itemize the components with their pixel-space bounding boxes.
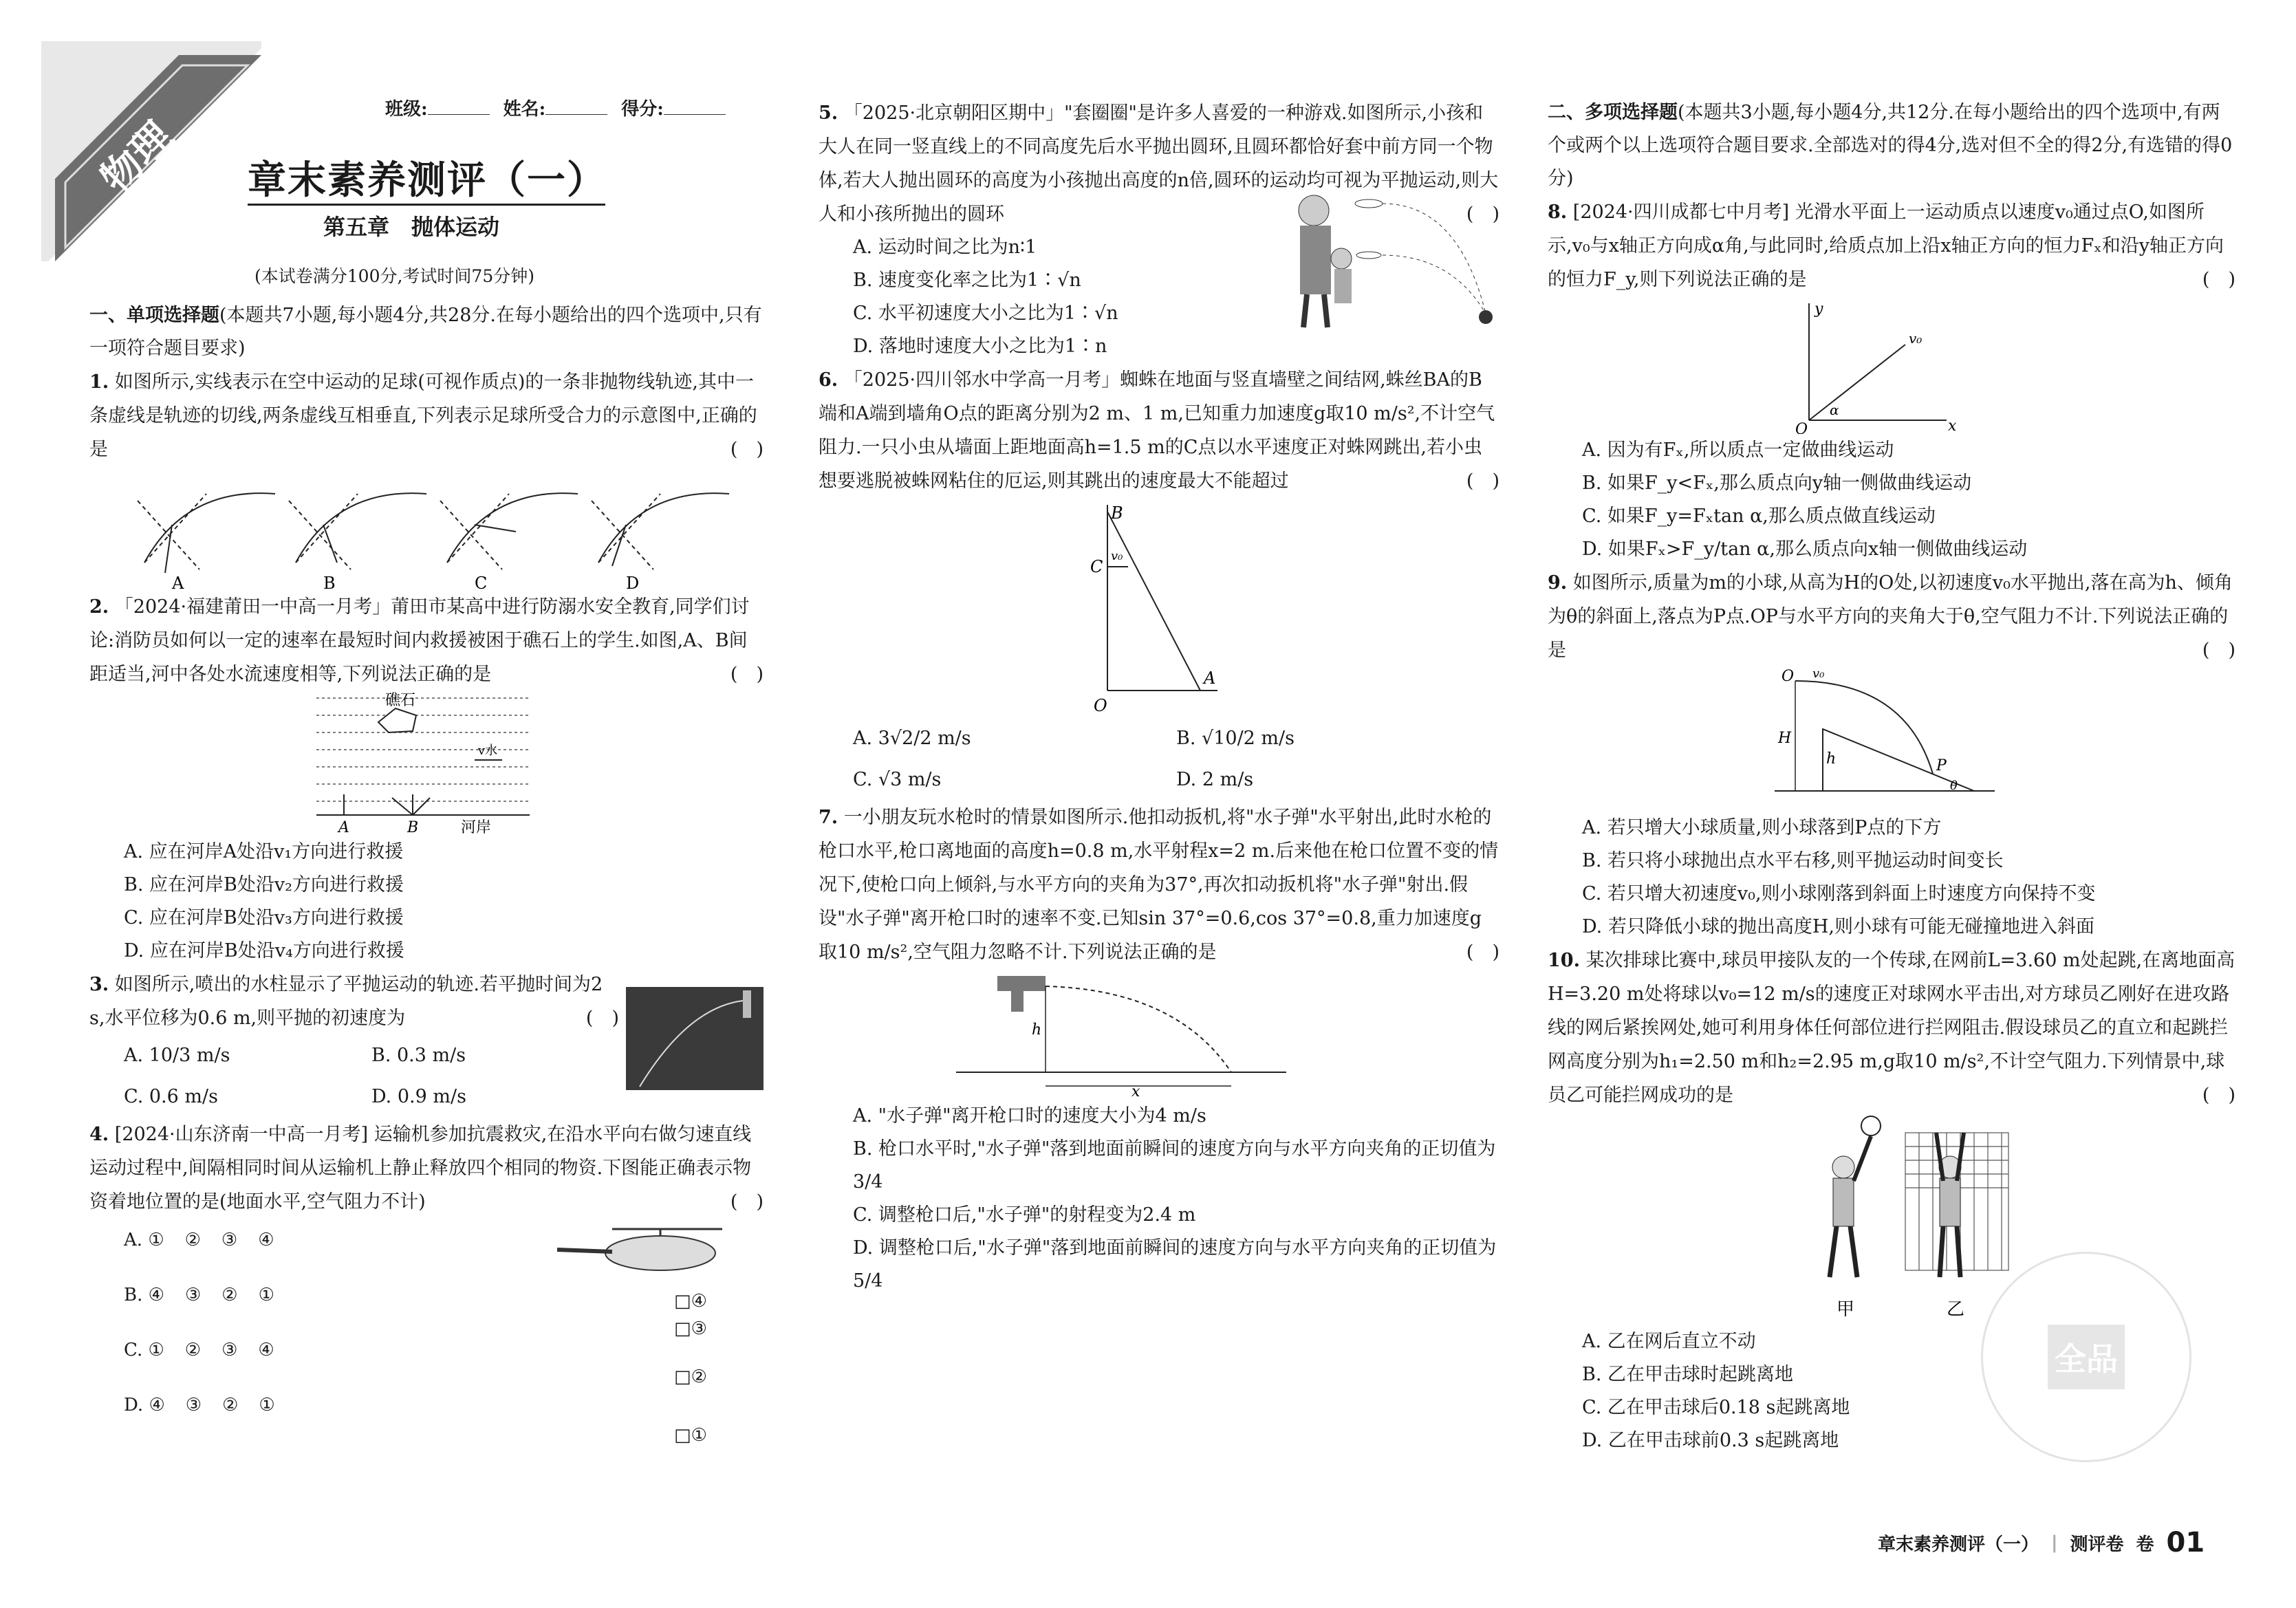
q1-figure xyxy=(89,466,763,590)
q6-option-d[interactable]: D. 2 m/s xyxy=(1176,769,1254,790)
q7-option-c[interactable]: C. 调整枪口后,"水子弹"的射程变为2.4 m xyxy=(853,1204,1196,1226)
q2-river-figure xyxy=(89,691,763,836)
q6-option-c[interactable]: C. √3 m/s xyxy=(853,769,942,790)
footer-title: 章末素养测评（一） xyxy=(1878,1534,2039,1555)
question-8: 8. [2024·四川成都七中月考] 光滑水平面上一运动质点以速度v₀通过点O,如图所示,v₀与x轴正方向成α角,与此同时,给质点加上沿x轴正方向的恒力Fₓ和沿y轴正方向的恒力F_y,则下列说法正确的是 ( ) xyxy=(1548,202,2235,290)
q4-box-4: □④ xyxy=(674,1291,707,1312)
q1-label-d: D xyxy=(626,574,640,590)
question-7: 7. 一小朋友玩水枪时的情景如图所示.他扣动扳机,将"水子弹"水平射出,此时水枪的枪口水平,枪口离地面的高度h=0.8 m,水平射程x=2 m.后来他在枪口位置不变的情况下,使枪口向上倾斜,与水平方向的夹角为37°,再次扣动扳机将"水子弹"射出.假设"水子弹"离开枪口时的速率不变.已知sin 37°=0.6,cos 37°=0.8,重力加速度g取10 m/s²,空气阻力忽略不计.下列说法正确的是 ( ) xyxy=(819,807,1499,963)
q4-option-a[interactable]: A. ① ② ③ ④ xyxy=(124,1230,276,1250)
page-footer: 章末素养测评（一） | 测评卷 卷 01 xyxy=(1878,1527,2205,1558)
q9-option-a[interactable]: A. 若只增大小球质量,则小球落到P点的下方 xyxy=(1582,817,1942,838)
q2-option-c[interactable]: C. 应在河岸B处沿v₃方向进行救援 xyxy=(124,907,404,928)
svg-text:B: B xyxy=(407,819,419,836)
q5-ring-toss-figure xyxy=(1272,176,1499,334)
q3-option-d[interactable]: D. 0.9 m/s xyxy=(371,1086,466,1107)
watermark-seal xyxy=(1981,1252,2191,1462)
class-label: 班级: xyxy=(385,99,428,120)
q8-option-b[interactable]: B. 如果F_y<Fₓ,那么质点向y轴一侧做曲线运动 xyxy=(1582,472,1972,494)
q10-option-a[interactable]: A. 乙在网后直立不动 xyxy=(1582,1331,1756,1352)
question-10: 10. 某次排球比赛中,球员甲接队友的一个传球,在网前L=3.60 m处起跳,在离地面高H=3.20 m处将球以v₀=12 m/s的速度正对球网水平击出,对方球员乙刚好在进攻路线的网后紧挨网处,她可利用身体任何部位进行拦网阻击.假设球员乙的直立和起跳拦网高度分别为h₁=2.50 m和h₂=2.95 m,g取10 m/s²,不计空气阻力.下列情景中,球员乙可能拦网成功的是 ( ) xyxy=(1548,950,2235,1106)
page-number: 01 xyxy=(2166,1527,2205,1558)
q6-option-b[interactable]: B. √10/2 m/s xyxy=(1176,728,1295,749)
svg-text:P: P xyxy=(1936,757,1947,774)
svg-text:H: H xyxy=(1778,730,1792,747)
svg-text:O: O xyxy=(1781,668,1795,685)
subject-label: 物理 xyxy=(91,112,182,202)
q8-axes-figure xyxy=(1548,296,2235,434)
column-left xyxy=(89,299,763,1446)
q1-label-a: A xyxy=(172,574,184,590)
question-5: 5. 「2025·北京朝阳区期中」"套圈圈"是许多人喜爱的一种游戏.如图所示,小孩和大人在同一竖直线上的不同高度先后水平抛出圆环,且圆环都恰好套中前方同一个物体,若大人抛出圆环的高度为小孩抛出高度的n倍,圆环的运动均可视为平抛运动,则大人和小孩所抛出的圆环 ( ) xyxy=(819,102,1499,225)
svg-text:v₀: v₀ xyxy=(1111,549,1123,563)
svg-text:y: y xyxy=(1815,301,1823,318)
q7-water-gun-figure xyxy=(819,969,1499,1100)
svg-text:x: x xyxy=(1948,417,1957,434)
svg-text:B: B xyxy=(1111,503,1123,523)
q10-option-c[interactable]: C. 乙在甲击球后0.18 s起跳离地 xyxy=(1582,1397,1850,1418)
q5-option-d[interactable]: D. 落地时速度大小之比为1∶n xyxy=(853,336,1107,357)
q8-option-c[interactable]: C. 如果F_y=Fₓtan α,那么质点做直线运动 xyxy=(1582,506,1936,527)
q2-option-d[interactable]: D. 应在河岸B处沿v₄方向进行救援 xyxy=(124,940,404,961)
q8-option-d[interactable]: D. 如果Fₓ>F_y/tan α,那么质点向x轴一侧做曲线运动 xyxy=(1582,539,2028,560)
q10-label-jia: 甲 xyxy=(1837,1299,1855,1320)
name-label: 姓名: xyxy=(503,99,546,120)
student-info-fields xyxy=(385,95,726,120)
q10-option-b[interactable]: B. 乙在甲击球时起跳离地 xyxy=(1582,1364,1794,1385)
svg-text:h: h xyxy=(1032,1021,1042,1039)
q9-option-c[interactable]: C. 若只增大初速度v₀,则小球刚落到斜面上时速度方向保持不变 xyxy=(1582,883,2096,904)
svg-text:h: h xyxy=(1826,750,1837,768)
svg-text:O: O xyxy=(1795,421,1808,434)
q4-option-b[interactable]: B. ④ ③ ② ① xyxy=(124,1285,276,1305)
q4-option-d[interactable]: D. ④ ③ ② ① xyxy=(124,1395,277,1415)
svg-text:O: O xyxy=(1094,696,1107,715)
q4-box-2: □② xyxy=(674,1367,707,1387)
q5-option-c[interactable]: C. 水平初速度大小之比为1∶√n xyxy=(853,303,1118,324)
q2-option-a[interactable]: A. 应在河岸A处沿v₁方向进行救援 xyxy=(124,841,404,862)
q9-option-b[interactable]: B. 若只将小球抛出点水平右移,则平抛运动时间变长 xyxy=(1582,850,2004,871)
section2-heading: 二、多项选择题(本题共3小题,每小题4分,共12分.在每小题给出的四个选项中,有两个或两个以上选项符合题目要求.全部选对的得4分,选对但不全的得2分,有选错的得0分) xyxy=(1548,102,2233,189)
q4-option-c[interactable]: C. ① ② ③ ④ xyxy=(124,1340,276,1360)
q6-options xyxy=(819,718,1499,801)
svg-text:α: α xyxy=(1830,402,1839,418)
q1-label-c: C xyxy=(475,574,488,590)
svg-text:A: A xyxy=(1204,669,1216,688)
q5-option-b[interactable]: B. 速度变化率之比为1∶√n xyxy=(853,270,1081,291)
q3-option-a[interactable]: A. 10/3 m/s xyxy=(124,1045,230,1066)
q10-label-yi: 乙 xyxy=(1947,1299,1965,1320)
svg-text:v₀: v₀ xyxy=(1812,667,1825,681)
page-title: 章末素养测评（一） xyxy=(248,158,607,203)
watermark-text: 全品 xyxy=(2048,1325,2125,1389)
q2-water-label: v水 xyxy=(478,743,498,758)
helicopter-icon xyxy=(557,1219,736,1281)
svg-text:v₀: v₀ xyxy=(1909,330,1923,347)
question-2: 2. 「2024·福建莆田一中高一月考」莆田市某高中进行防溺水安全教育,同学们讨论:消防员如何以一定的速率在最短时间内救援被困于礁石上的学生.如图,A、B间距适当,河中各处水流速度相等,下列说法正确的是 ( ) xyxy=(89,596,763,685)
q6-web-figure xyxy=(819,498,1499,718)
q1-label-b: B xyxy=(323,574,336,590)
q4-box-1: □① xyxy=(674,1425,707,1446)
q3-option-c[interactable]: C. 0.6 m/s xyxy=(124,1086,218,1107)
q3-photo xyxy=(626,987,763,1090)
q7-option-a[interactable]: A. "水子弹"离开枪口时的速度大小为4 m/s xyxy=(853,1105,1206,1127)
q3-option-b[interactable]: B. 0.3 m/s xyxy=(371,1045,466,1066)
footer-tag: 测评卷 xyxy=(2070,1534,2124,1555)
exam-note: (本试卷满分100分,考试时间75分钟) xyxy=(254,266,534,286)
q5-options-wrap xyxy=(819,231,1499,363)
section1-heading: 一、单项选择题(本题共7小题,每小题4分,共28分.在每小题给出的四个选项中,只有一项符合题目要求) xyxy=(89,305,762,359)
q7-option-b[interactable]: B. 枪口水平时,"水子弹"落到地面前瞬间的速度方向与水平方向夹角的正切值为3/4 xyxy=(853,1138,1496,1193)
q2-rock-label: 礁石 xyxy=(385,692,416,709)
q4-options xyxy=(89,1219,763,1446)
svg-text:θ: θ xyxy=(1950,779,1958,793)
q7-option-d[interactable]: D. 调整枪口后,"水子弹"落到地面前瞬间的速度方向与水平方向夹角的正切值为5/4 xyxy=(853,1237,1497,1292)
q5-option-a[interactable]: A. 运动时间之比为n∶1 xyxy=(853,237,1037,258)
q9-slope-figure xyxy=(1548,667,2235,812)
svg-text:A: A xyxy=(338,819,349,836)
question-6: 6. 「2025·四川邻水中学高一月考」蜘蛛在地面与竖直墙壁之间结网,蛛丝BA的B端和A端到墙角O点的距离分别为2 m、1 m,已知重力加速度g取10 m/s²,不计空气阻力.一只小虫从墙面上距地面高h=1.5 m的C点以水平速度正对蛛网跳出,若小虫想要逃脱被蛛网粘住的厄运,则其跳出的速度最大不能超过 ( ) xyxy=(819,369,1499,492)
score-label: 得分: xyxy=(621,99,664,120)
q4-box-3: □③ xyxy=(674,1318,707,1339)
q10-option-d[interactable]: D. 乙在甲击球前0.3 s起跳离地 xyxy=(1582,1430,1839,1451)
question-3: 3. 如图所示,喷出的水柱显示了平抛运动的轨迹.若平抛时间为2 s,水平位移为0.6 m,则平抛的初速度为 ( ) xyxy=(89,974,619,1029)
q9-option-d[interactable]: D. 若只降低小球的抛出高度H,则小球有可能无碰撞地进入斜面 xyxy=(1582,916,2094,937)
q6-option-a[interactable]: A. 3√2/2 m/s xyxy=(853,728,971,749)
svg-text:C: C xyxy=(1090,557,1103,576)
question-4: 4. [2024·山东济南一中高一月考] 运输机参加抗震救灾,在沿水平向右做匀速直线运动过程中,间隔相同时间从运输机上静止释放四个相同的物资.下图能正确表示物资着地位置的是(地面水平,空气阻力不计) ( ) xyxy=(89,1124,763,1213)
question-9: 9. 如图所示,质量为m的小球,从高为H的O处,以初速度v₀水平抛出,落在高为h、倾角为θ的斜面上,落点为P点.OP与水平方向的夹角大于θ,空气阻力不计.下列说法正确的是 ( ) xyxy=(1548,572,2235,661)
subject-banner xyxy=(41,41,261,261)
chapter-bar xyxy=(248,204,605,206)
svg-text:x: x xyxy=(1131,1083,1140,1100)
footer-juan: 卷 xyxy=(2136,1534,2154,1555)
q2-option-b[interactable]: B. 应在河岸B处沿v₂方向进行救援 xyxy=(124,874,404,895)
question-1: 1. 如图所示,实线表示在空中运动的足球(可视作质点)的一条非抛物线轨迹,其中一条虚线是轨迹的切线,两条虚线互相垂直,下列表示足球所受合力的示意图中,正确的是 ( ) xyxy=(89,371,763,460)
column-middle xyxy=(819,96,1499,1298)
column-right xyxy=(1548,96,2235,1457)
q8-option-a[interactable]: A. 因为有Fₓ,所以质点一定做曲线运动 xyxy=(1582,439,1894,461)
chapter-title: 第五章 抛体运动 xyxy=(323,214,500,240)
q2-bank-label: 河岸 xyxy=(461,819,492,836)
